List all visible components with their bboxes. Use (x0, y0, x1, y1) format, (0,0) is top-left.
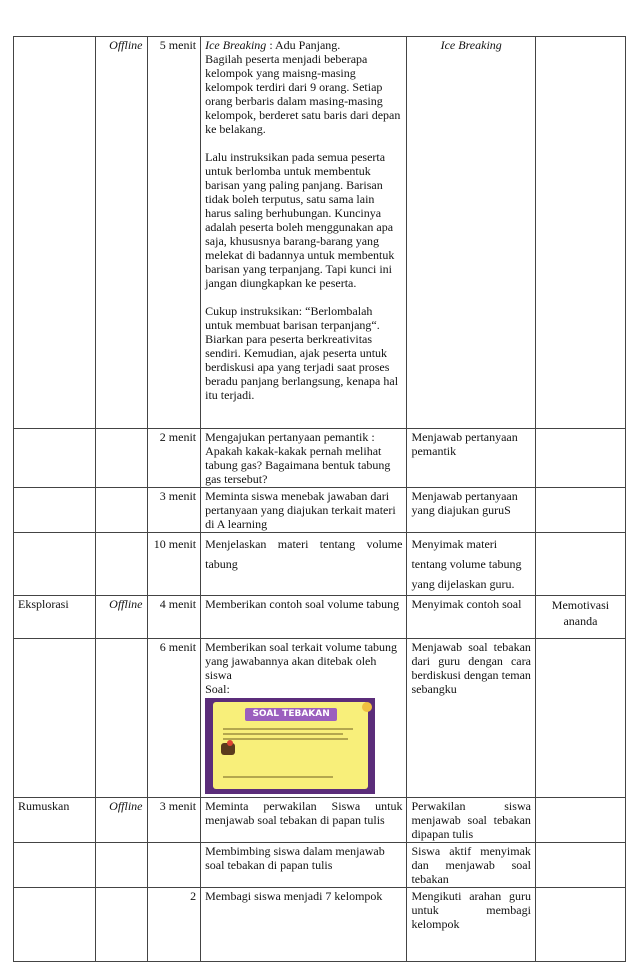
table-row (14, 888, 626, 962)
student-activity-cell: Menjawab pertanyaan pemantik (407, 429, 535, 488)
instruction-paragraph: Lalu instruksikan pada semua peserta untuk berlomba untuk membentuk barisan yang paling panjang. Barisan tidak boleh terputus, satu sama lain harus saling berhubungan. Kuncinya adalah peserta boleh menggunakan apa saja, khususnya barang-barang yang melekat di badannya untuk membentuk barisan yang terpanjang. Tapi kunci ini jangan diungkapkan ke peserta. (205, 150, 395, 290)
table-row (14, 37, 626, 429)
student-activity-cell: Mengikuti arahan guru untuk membagi kelompok (407, 888, 535, 962)
instruction-paragraph: Bagilah peserta menjadi beberapa kelompok yang maisng-masing kelompok terdiri dari 9 orang. Setiap orang berbaris dalam masing-masing kelompok, berderet satu baris dari depan ke belakang. (205, 52, 401, 136)
teacher-activity-cell: Menjelaskan materi tentang volume tabung (201, 533, 407, 596)
table-row (14, 429, 626, 488)
table-row (14, 798, 626, 843)
instruction-paragraph: Cukup instruksikan: “Berlombalah untuk membuat barisan terpanjang“. Biarkan para peserta berkreativitas sendiri. Kemudian, ajak peserta untuk berdiskusi apa yang terjadi saat proses beradu panjang berlangsung, kenapa hal itu terjadi. (205, 304, 399, 402)
ice-breaking-suffix: : Adu Panjang. (266, 38, 341, 52)
mode-cell: Offline (95, 798, 147, 843)
student-activity-cell: Menyimak contoh soal (407, 596, 535, 639)
table-row (14, 843, 626, 888)
teacher-activity-cell (201, 37, 407, 429)
student-activity-cell: Menyimak materi tentang volume tabung yang dijelaskan guru. (407, 533, 535, 596)
time-cell: 6 menit (147, 639, 201, 798)
note-cell (535, 37, 625, 429)
lesson-plan-table (13, 36, 626, 962)
mode-cell: Offline (95, 596, 147, 639)
star-icon (362, 702, 372, 712)
teacher-activity-text: Memberikan soal terkait volume tabung yang jawabannya akan ditebak oleh siswa (205, 640, 398, 682)
time-cell: 10 menit (147, 533, 201, 596)
phase-cell: Eksplorasi (14, 596, 96, 639)
teacher-activity-cell: Meminta siswa menebak jawaban dari pertanyaan yang diajukan terkait materi di A learning (201, 488, 407, 533)
teacher-activity-cell: Membagi siswa menjadi 7 kelompok (201, 888, 407, 962)
phase-cell: Rumuskan (14, 798, 96, 843)
ice-breaking-heading (205, 38, 402, 52)
table-row (14, 639, 626, 798)
table-row (14, 596, 626, 639)
teacher-activity-cell (201, 639, 407, 798)
teacher-activity-cell: Meminta perwakilan Siswa untuk menjawab soal tebakan di papan tulis (201, 798, 407, 843)
time-cell: 2 menit (147, 429, 201, 488)
mode-cell: Offline (95, 37, 147, 429)
student-activity-cell: Menjawab soal tebakan dari guru dengan cara berdiskusi dengan teman sebangku (407, 639, 535, 798)
teacher-activity-cell: Memberikan contoh soal volume tabung (201, 596, 407, 639)
time-cell: 4 menit (147, 596, 201, 639)
time-cell: 5 menit (147, 37, 201, 429)
time-cell: 3 menit (147, 798, 201, 843)
ice-breaking-title: Ice Breaking (205, 38, 267, 52)
note-cell: Memotivasi ananda (535, 596, 625, 639)
phase-cell (14, 37, 96, 429)
time-cell: 3 menit (147, 488, 201, 533)
table-row (14, 533, 626, 596)
soal-tebakan-image (205, 698, 375, 794)
student-activity-cell: Menjawab pertanyaan yang diajukan guruS (407, 488, 535, 533)
soal-tebakan-title: SOAL TEBAKAN (245, 708, 337, 721)
teacher-activity-cell: Membimbing siswa dalam menjawab soal tebakan di papan tulis (201, 843, 407, 888)
teacher-activity-cell: Mengajukan pertanyaan pemantik : Apakah kakak-kakak pernah melihat tabung gas? Bagaimana bentuk tabung gas tersebut? (201, 429, 407, 488)
time-cell: 2 (147, 888, 201, 962)
student-activity-cell: Perwakilan siswa menjawab soal tebakan dipapan tulis (407, 798, 535, 843)
student-activity-cell: Ice Breaking (407, 37, 535, 429)
table-row (14, 488, 626, 533)
soal-label: Soal: (205, 682, 230, 696)
student-activity-cell: Siswa aktif menyimak dan menjawab soal tebakan (407, 843, 535, 888)
